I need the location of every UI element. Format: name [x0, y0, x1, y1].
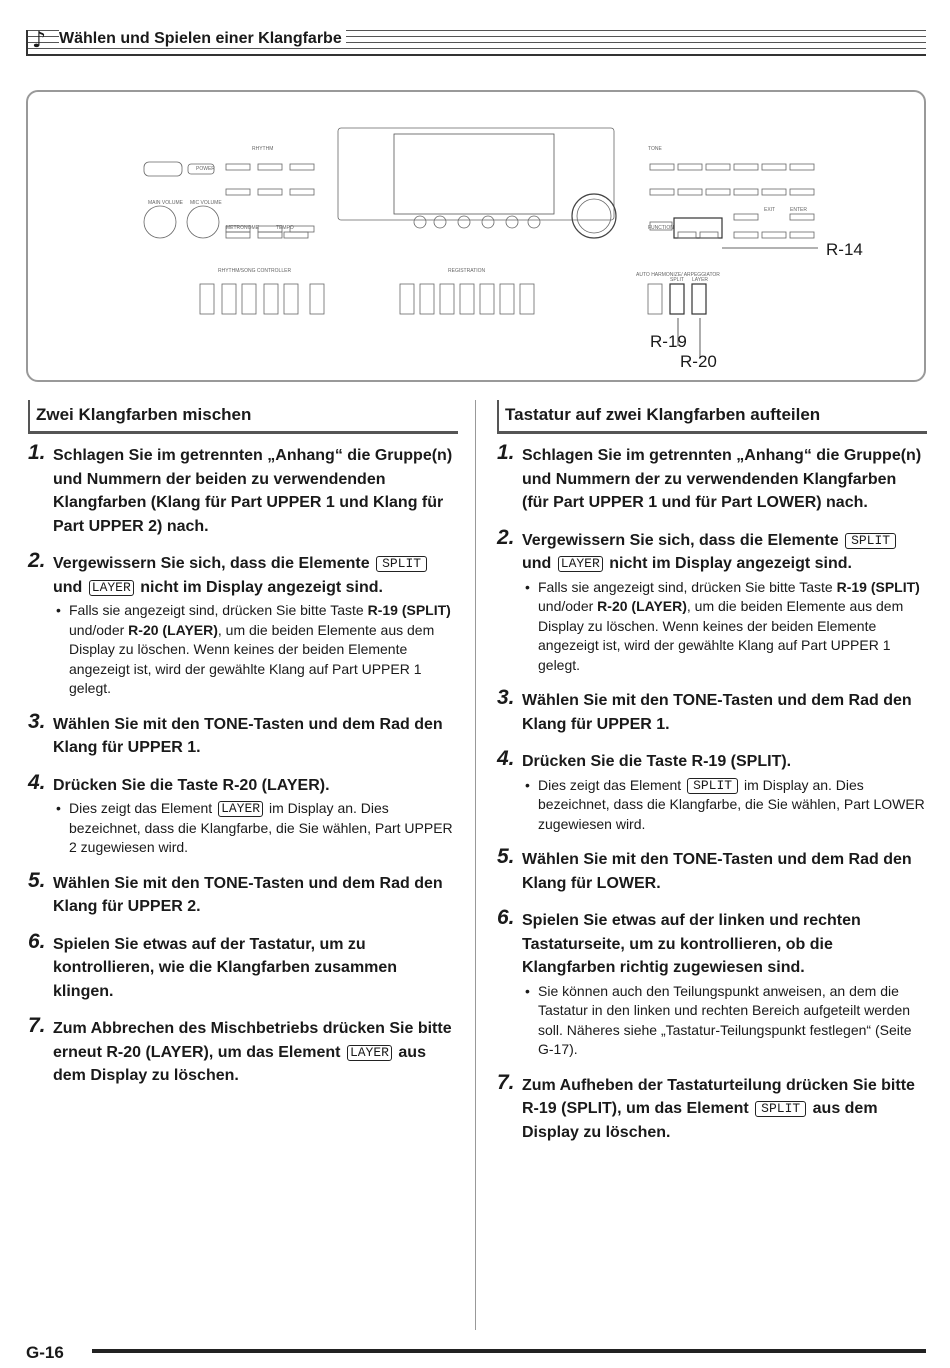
layer-key-icon: LAYER	[218, 801, 263, 817]
footer-rule	[92, 1349, 926, 1353]
page-number: G-16	[26, 1343, 64, 1362]
metronome-label: METRONOME	[226, 225, 260, 231]
step-1: 1. Schlagen Sie im getrennten „Anhang“ die Gruppe(n) und Nummern der beiden zu verwendenden Klangfarben (Klang für Part UPPER 1 und Klang für Part UPPER 2) nach.	[28, 441, 453, 535]
tempo-label: TEMPO	[276, 225, 294, 231]
section-mix	[28, 400, 458, 1102]
exit-label: EXIT	[764, 207, 776, 213]
bullet-note: • Falls sie angezeigt sind, drücken Sie bitte Taste R-19 (SPLIT) und/oder R-20 (LAYER), um die beiden Elemente aus dem Display zu löschen. Wenn keines der beiden Elemente angezeigt ist, wird der gewählte Klang auf Part UPPER 1 gelegt.	[522, 578, 927, 676]
layer-key-icon: LAYER	[89, 580, 134, 596]
step-3: 3. Wählen Sie mit den TONE-Tasten und dem Rad den Klang für UPPER 1.	[28, 709, 443, 756]
step-6: 6. Spielen Sie etwas auf der linken und rechten Tastaturseite, um zu kontrollieren, ob die Klangfarben richtig zugewiesen sind. • Sie können auch den Teilungspunkt anweisen, an dem die Tastatur in den linken und rechten Bereich aufgeteilt werden soll. Näheres siehe „Tastatur-Teilungspunkt festlegen“ (Seite G-17).	[497, 909, 927, 1060]
enter-label: ENTER	[790, 207, 807, 213]
step-2: 2. Vergewissern Sie sich, dass die Elemente SPLIT und LAYER nicht im Display angezeigt sind. • Falls sie angezeigt sind, drücken Sie bitte Taste R-19 (SPLIT) und/oder R-20 (LAYER), um die beiden Elemente aus dem Display zu löschen. Wenn keines der beiden Elemente angezeigt ist, wird der gewählte Klang auf Part UPPER 1 gelegt.	[28, 552, 458, 699]
main-volume-label: MAIN VOLUME	[148, 200, 184, 206]
step-6: 6. Spielen Sie etwas auf der Tastatur, um zu kontrollieren, wie die Klangfarben zusammen klingen.	[28, 929, 398, 1000]
layer-key-icon: LAYER	[558, 556, 603, 572]
step-3: 3. Wählen Sie mit den TONE-Tasten und dem Rad den Klang für UPPER 1.	[497, 686, 912, 733]
step-1: 1. Schlagen Sie im getrennten „Anhang“ die Gruppe(n) und Nummern der zu verwendenden Klangfarben (für Part UPPER 1 und für Part LOWER) nach.	[497, 441, 922, 511]
section-title: Tastatur auf zwei Klangfarben aufteilen	[497, 400, 927, 434]
step-4: 4. Drücken Sie die Taste R-19 (SPLIT). • Dies zeigt das Element SPLIT im Display an. Dies bezeichnet, dass die Klangfarbe, die Sie wählen, Part LOWER zugewiesen wird.	[497, 750, 927, 834]
keyboard-panel-illustration	[26, 90, 926, 382]
tone-label: TONE	[648, 146, 662, 152]
auto-harmonize-label: AUTO HARMONIZE/ ARPEGGIATOR	[636, 272, 720, 278]
bullet-note: • Dies zeigt das Element LAYER im Display an. Dies bezeichnet, dass die Klangfarbe, die Sie wählen, Part UPPER 2 zugewiesen wird.	[53, 799, 458, 858]
bullet-note: • Sie können auch den Teilungspunkt anweisen, an dem die Tastatur in den linken und rechten Bereich aufgeteilt werden soll. Näheres siehe „Tastatur-Teilungspunkt festlegen“ (Seite G-17).	[522, 982, 927, 1060]
step-4: 4. Drücken Sie die Taste R-20 (LAYER). • Dies zeigt das Element LAYER im Display an. Dies bezeichnet, dass die Klangfarbe, die Sie wählen, Part UPPER 2 zugewiesen wird.	[28, 774, 458, 858]
music-note-icon: ♪	[32, 28, 47, 53]
power-label: POWER	[196, 166, 215, 172]
split-key-icon: SPLIT	[376, 556, 427, 572]
section-split	[497, 400, 927, 1158]
section-title: Zwei Klangfarben mischen	[28, 400, 458, 434]
layer-key-icon: LAYER	[347, 1045, 392, 1061]
bullet-note: • Falls sie angezeigt sind, drücken Sie bitte Taste R-19 (SPLIT) und/oder R-20 (LAYER), um die beiden Elemente aus dem Display zu löschen. Wenn keines der beiden Elemente angezeigt ist, wird der gewählte Klang auf Part UPPER 1 gelegt.	[53, 601, 458, 699]
split-key-icon: SPLIT	[845, 533, 896, 549]
step-2: 2. Vergewissern Sie sich, dass die Elemente SPLIT und LAYER nicht im Display angezeigt sind. • Falls sie angezeigt sind, drücken Sie bitte Taste R-19 (SPLIT) und/oder R-20 (LAYER), um die beiden Elemente aus dem Display zu löschen. Wenn keines der beiden Elemente angezeigt ist, wird der gewählte Klang auf Part UPPER 1 gelegt.	[497, 529, 927, 676]
page-header	[26, 26, 926, 56]
rhythm-label: RHYTHM	[252, 146, 274, 152]
split-key-icon: SPLIT	[755, 1101, 806, 1117]
step-5: 5. Wählen Sie mit den TONE-Tasten und dem Rad den Klang für LOWER.	[497, 845, 912, 892]
function-label: FUNCTION	[648, 225, 674, 231]
step-7: 7. Zum Aufheben der Tastaturteilung drücken Sie bitte R-19 (SPLIT), um das Element SPLIT aus dem Display zu löschen.	[497, 1070, 915, 1141]
split-key-icon: SPLIT	[687, 778, 738, 794]
split-label: SPLIT	[670, 277, 684, 283]
registration-label: REGISTRATION	[448, 268, 486, 274]
panel-diagram	[28, 92, 924, 380]
page-title: Wählen und Spielen einer Klangfarbe	[59, 30, 346, 48]
mic-volume-label: MIC VOLUME	[190, 200, 222, 206]
controller-label: RHYTHM/SONG CONTROLLER	[218, 268, 292, 274]
callout-r19: R-19	[650, 332, 687, 351]
step-7: 7. Zum Abbrechen des Mischbetriebs drücken Sie bitte erneut R-20 (LAYER), um das Element LAYER aus dem Display zu löschen.	[28, 1014, 452, 1084]
bullet-note: • Dies zeigt das Element SPLIT im Display an. Dies bezeichnet, dass die Klangfarbe, die Sie wählen, Part LOWER zugewiesen wird.	[522, 776, 927, 835]
callout-r14: R-14	[826, 240, 863, 259]
step-5: 5. Wählen Sie mit den TONE-Tasten und dem Rad den Klang für UPPER 2.	[28, 868, 443, 915]
layer-label: LAYER	[692, 277, 709, 283]
column-divider	[475, 400, 476, 1330]
callout-r20: R-20	[680, 352, 717, 371]
